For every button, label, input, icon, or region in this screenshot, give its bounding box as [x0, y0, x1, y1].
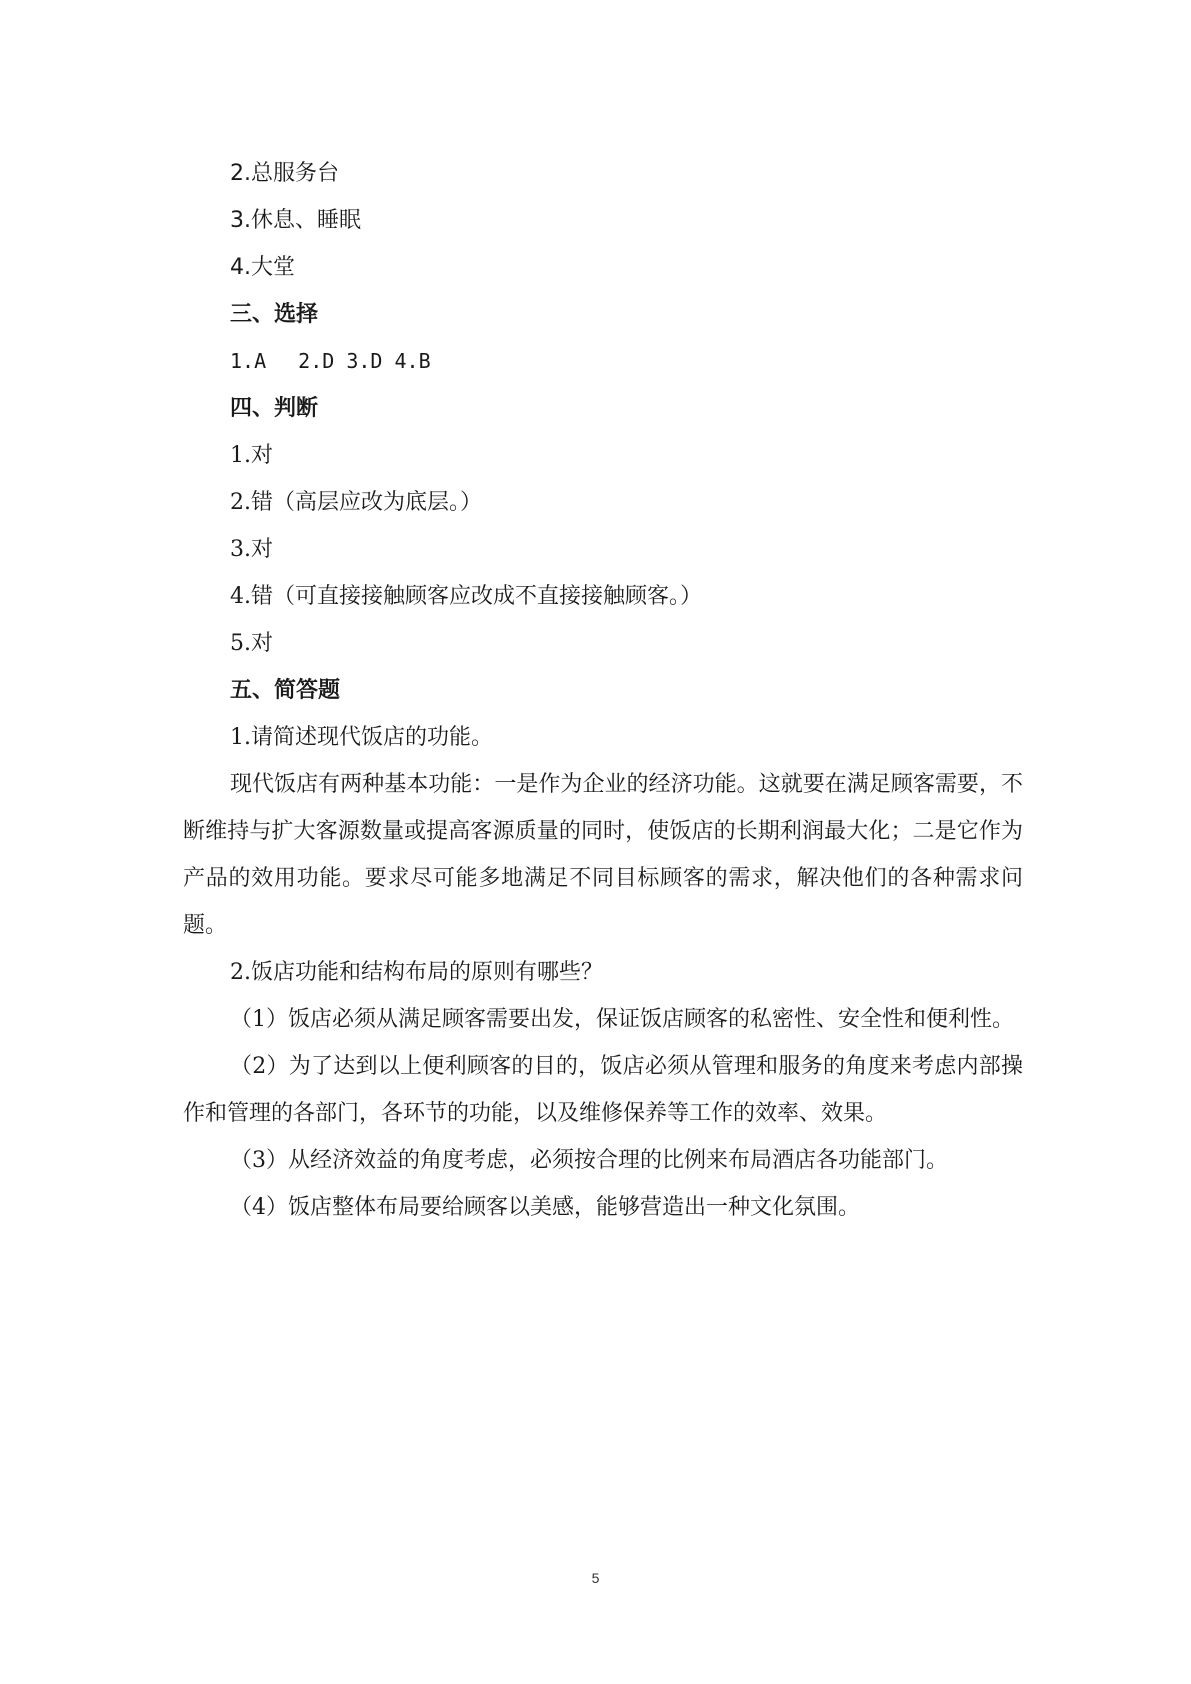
judgement-item-2: 2.错（高层应改为底层。） [230, 490, 482, 515]
page-content [183, 150, 1023, 1231]
fill-answer-3: 3.休息、睡眠 [230, 208, 361, 233]
judgement-item-5: 5.对 [230, 631, 273, 656]
short-answer-answer-1: 现代饭店有两种基本功能：一是作为企业的经济功能。这就要在满足顾客需要，不断维持与扩大客源数量或提高客源质量的同时，使饭店的长期利润最大化；二是它作为产品的效用功能。要求尽可能多地满足不同目标顾客的需求，解决他们的各种需求问题。 [183, 772, 1023, 938]
short-answer-answer-2-point-1: （1）饭店必须从满足顾客需要出发，保证饭店顾客的私密性、安全性和便利性。 [230, 1007, 1014, 1032]
choice-answers: 1.A 2.D 3.D 4.B [230, 349, 431, 373]
short-answer-question-1: 1.请简述现代饭店的功能。 [230, 725, 493, 750]
section-heading-choice: 三、选择 [230, 302, 319, 327]
short-answer-question-2: 2.饭店功能和结构布局的原则有哪些？ [230, 960, 603, 985]
short-answer-answer-2-point-2: （2）为了达到以上便利顾客的目的，饭店必须从管理和服务的角度来考虑内部操作和管理的各部门，各环节的功能，以及维修保养等工作的效率、效果。 [183, 1054, 1023, 1126]
section-heading-judgement: 四、判断 [230, 396, 319, 421]
short-answer-answer-2-point-4: （4）饭店整体布局要给顾客以美感，能够营造出一种文化氛围。 [230, 1195, 860, 1220]
section-heading-short-answer: 五、简答题 [230, 678, 341, 703]
judgement-item-4: 4.错（可直接接触顾客应改成不直接接触顾客。） [230, 584, 702, 609]
fill-answer-2: 2.总服务台 [230, 161, 339, 186]
page-number: 5 [591, 1570, 600, 1586]
judgement-item-1: 1.对 [230, 443, 273, 468]
judgement-item-3: 3.对 [230, 537, 273, 562]
short-answer-answer-2-point-3: （3）从经济效益的角度考虑，必须按合理的比例来布局酒店各功能部门。 [230, 1148, 948, 1173]
fill-answer-4: 4.大堂 [230, 255, 295, 280]
